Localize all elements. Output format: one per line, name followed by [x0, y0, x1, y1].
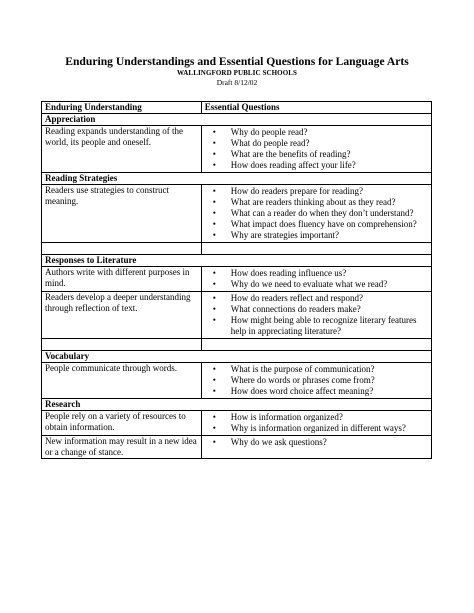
empty-cell — [201, 243, 431, 255]
list-item — [213, 386, 428, 397]
list-item — [213, 230, 428, 241]
table-row — [42, 292, 432, 339]
bullet-icon: • — [212, 230, 216, 240]
bullet-icon: • — [212, 437, 216, 447]
table-row — [42, 436, 432, 459]
bullet-icon: • — [212, 197, 216, 207]
questions-cell — [201, 292, 431, 339]
section-title: Reading Strategies — [42, 173, 432, 185]
understanding-cell: People communicate through words. — [42, 363, 202, 399]
question-text: Why do we need to evaluate what we read? — [230, 279, 388, 289]
table-row — [42, 411, 432, 436]
bullet-icon: • — [212, 364, 216, 374]
bullet-icon: • — [212, 208, 216, 218]
question-text: What connections do readers make? — [230, 304, 361, 314]
table-row — [42, 126, 432, 173]
table-row — [42, 363, 432, 399]
section-title: Responses to Literature — [42, 255, 432, 267]
question-text: How do readers reflect and respond? — [230, 293, 363, 303]
list-item — [213, 279, 428, 290]
bullet-icon: • — [212, 186, 216, 196]
bullet-icon: • — [212, 279, 216, 289]
table-row — [42, 185, 432, 243]
list-item — [213, 186, 428, 197]
list-item — [213, 127, 428, 138]
questions-cell — [201, 185, 431, 243]
question-text: How does reading influence us? — [230, 268, 347, 278]
bullet-icon: • — [212, 423, 216, 433]
questions-cell — [201, 411, 431, 436]
list-item — [213, 138, 428, 149]
empty-cell — [42, 339, 202, 351]
table-row — [42, 267, 432, 292]
empty-cell — [201, 339, 431, 351]
list-item — [213, 160, 428, 171]
questions-cell — [201, 363, 431, 399]
question-list — [205, 412, 428, 434]
eu-eq-table — [41, 101, 432, 459]
question-text: Why do people read? — [230, 127, 308, 137]
document-header — [0, 55, 474, 87]
understanding-cell: New information may result in a new idea or a change of stance. — [42, 436, 202, 459]
table-header-row — [42, 102, 432, 114]
question-text: How does reading affect your life? — [230, 160, 356, 170]
section-title: Appreciation — [42, 114, 432, 126]
list-item — [213, 315, 428, 337]
col-header-questions: Essential Questions — [201, 102, 431, 114]
list-item — [213, 197, 428, 208]
list-item — [213, 375, 428, 386]
question-text: What are the benefits of reading? — [230, 149, 351, 159]
question-text: Why do we ask questions? — [230, 437, 327, 447]
list-item — [213, 208, 428, 219]
document-title: Enduring Understandings and Essential Questions for Language Arts — [65, 55, 409, 68]
list-item — [213, 412, 428, 423]
list-item — [213, 149, 428, 160]
bullet-icon: • — [212, 219, 216, 229]
question-text: Why are strategies important? — [230, 230, 339, 240]
bullet-icon: • — [212, 315, 216, 325]
list-item — [213, 423, 428, 434]
questions-cell — [201, 267, 431, 292]
bullet-icon: • — [212, 386, 216, 396]
bullet-icon: • — [212, 138, 216, 148]
understanding-cell: People rely on a variety of resources to obtain information. — [42, 411, 202, 436]
section-row-research — [42, 399, 432, 411]
section-row-vocabulary — [42, 351, 432, 363]
question-list — [205, 127, 428, 171]
understanding-cell: Readers use strategies to construct meaning. — [42, 185, 202, 243]
school-name: WALLINGFORD PUBLIC SCHOOLS — [176, 69, 298, 77]
spacer-row — [42, 339, 432, 351]
understanding-cell: Readers develop a deeper understanding through reflection of text. — [42, 292, 202, 339]
understanding-cell: Reading expands understanding of the world, its people and oneself. — [42, 126, 202, 173]
question-text: What do people read? — [230, 138, 310, 148]
draft-date: Draft 8/12/02 — [216, 78, 258, 87]
questions-cell — [201, 126, 431, 173]
list-item — [213, 293, 428, 304]
bullet-icon: • — [212, 412, 216, 422]
section-row-appreciation — [42, 114, 432, 126]
bullet-icon: • — [212, 268, 216, 278]
question-text: What is the purpose of communication? — [230, 364, 375, 374]
question-list — [205, 293, 428, 337]
question-text: How does word choice affect meaning? — [230, 386, 374, 396]
question-text: What can a reader do when they don’t understand? — [230, 208, 414, 218]
question-list — [205, 268, 428, 290]
question-text: Where do words or phrases come from? — [230, 375, 375, 385]
list-item — [213, 219, 428, 230]
bullet-icon: • — [212, 149, 216, 159]
list-item — [213, 268, 428, 279]
question-text: How do readers prepare for reading? — [230, 186, 363, 196]
understanding-cell: Authors write with different purposes in mind. — [42, 267, 202, 292]
section-title: Vocabulary — [42, 351, 432, 363]
list-item — [213, 364, 428, 375]
question-text: What impact does fluency have on comprehension? — [230, 219, 417, 229]
section-row-responses-to-literature — [42, 255, 432, 267]
spacer-row — [42, 243, 432, 255]
question-text: How might being able to recognize literary features help in appreciating literature? — [230, 315, 417, 336]
questions-cell — [201, 436, 431, 459]
list-item — [213, 437, 428, 448]
question-list — [205, 437, 428, 448]
question-list — [205, 186, 428, 241]
question-text: Why is information organized in different ways? — [230, 423, 406, 433]
question-list — [205, 364, 428, 397]
bullet-icon: • — [212, 127, 216, 137]
bullet-icon: • — [212, 293, 216, 303]
bullet-icon: • — [212, 375, 216, 385]
section-title: Research — [42, 399, 432, 411]
bullet-icon: • — [212, 304, 216, 314]
bullet-icon: • — [212, 160, 216, 170]
col-header-understanding: Enduring Understanding — [42, 102, 202, 114]
empty-cell — [42, 243, 202, 255]
question-text: What are readers thinking about as they read? — [230, 197, 396, 207]
section-row-reading-strategies — [42, 173, 432, 185]
question-text: How is information organized? — [230, 412, 343, 422]
list-item — [213, 304, 428, 315]
